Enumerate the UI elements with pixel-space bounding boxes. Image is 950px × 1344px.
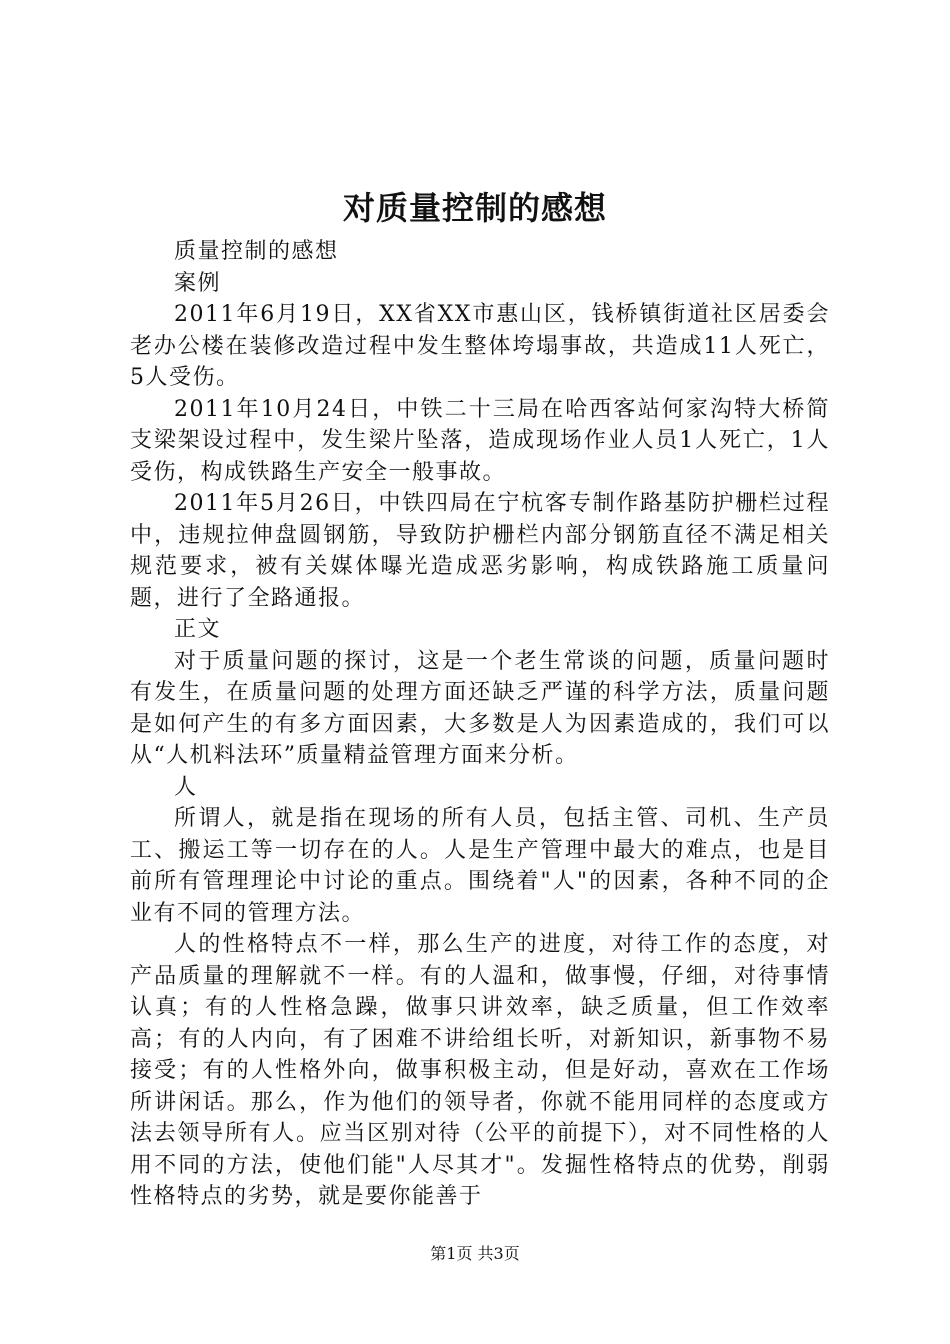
section-heading-people: 人 bbox=[174, 774, 198, 800]
case-paragraph-1: 2011年6月19日，XX省XX市惠山区，钱桥镇街道社区居委会老办公楼在装修改造过程中发生整体垮塌事故，共造成11人死亡，5人受伤。 bbox=[130, 302, 830, 390]
case-paragraph-2: 2011年10月24日，中铁二十三局在哈西客站何家沟特大桥简支梁架设过程中，发生梁片坠落，造成现场作业人员1人死亡，1人受伤，构成铁路生产安全一般事故。 bbox=[130, 396, 830, 485]
subtitle-paragraph: 质量控制的感想 bbox=[174, 239, 339, 264]
intro-paragraph: 对于质量问题的探讨，这是一个老生常谈的问题，质量问题时有发生，在质量问题的处理方面还缺乏严谨的科学方法，质量问题是如何产生的有多方面因素，大多数是人为因素造成的，我们可以从“人机料法环”质量精益管理方面来分析。 bbox=[130, 648, 830, 768]
document-body bbox=[130, 236, 830, 1213]
case-paragraph-3: 2011年5月26日，中铁四局在宁杭客专制作路基防护栅栏过程中，违规拉伸盘圆钢筋，导致防护栅栏内部分钢筋直径不满足相关规范要求，被有关媒体曝光造成恶劣影响，构成铁路施工质量问题，进行了全路通报。 bbox=[130, 491, 830, 611]
page-footer: 第1页 共3页 bbox=[430, 1244, 520, 1263]
page-title: 对质量控制的感想 bbox=[342, 189, 607, 227]
section-heading-cases: 案例 bbox=[174, 270, 222, 296]
people-paragraph-1: 所谓人，就是指在现场的所有人员，包括主管、司机、生产员工、搬运工等一切存在的人。人是生产管理中最大的难点，也是目前所有管理理论中讨论的重点。围绕着"人"的因素，各种不同的企业有不同的管理方法。 bbox=[130, 806, 830, 926]
people-paragraph-2: 人的性格特点不一样，那么生产的进度，对待工作的态度，对产品质量的理解就不一样。有的人温和，做事慢，仔细，对待事情认真；有的人性格急躁，做事只讲效率，缺乏质量，但工作效率高；有的人内向，有了困难不讲给组长听，对新知识，新事物不易接受；有的人性格外向，做事积极主动，但是好动，喜欢在工作场所讲闲话。那么，作为他们的领导者，你就不能用同样的态度或方法去领导所有人。应当区别对待（公平的前提下），对不同性格的人用不同的方法，使他们能"人尽其才"。发掘性格特点的优势，削弱性格特点的劣势，就是要你能善于 bbox=[130, 932, 830, 1209]
section-heading-main: 正文 bbox=[174, 617, 222, 642]
